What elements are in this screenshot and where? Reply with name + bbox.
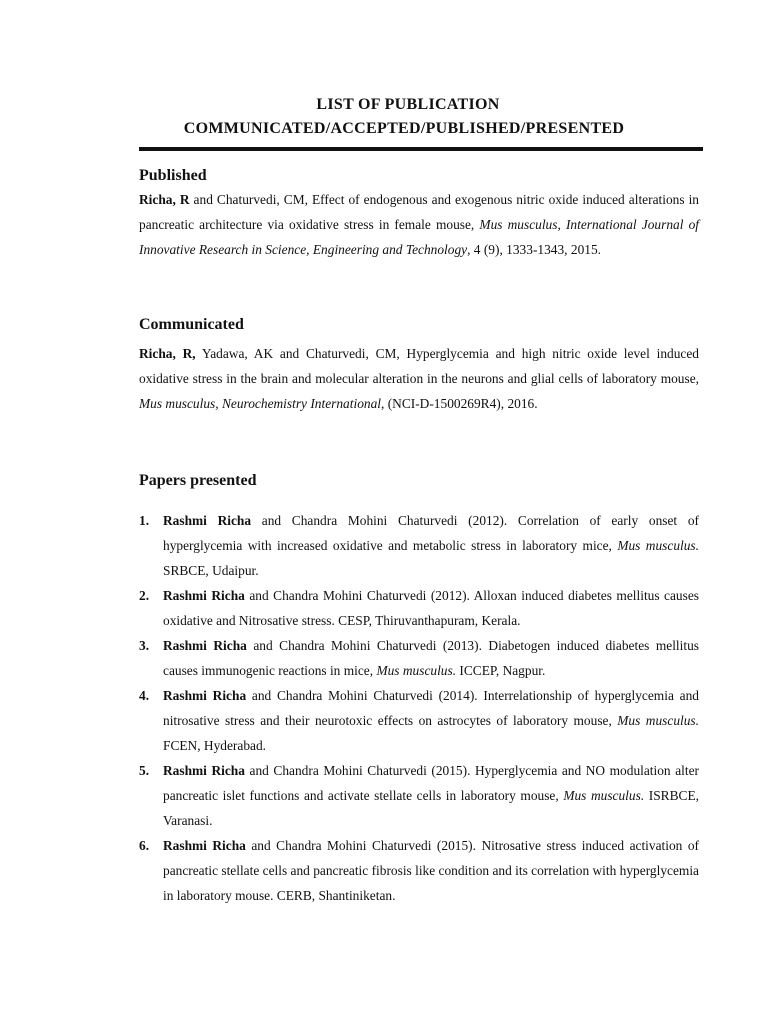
title-line-1: LIST OF PUBLICATION <box>316 96 500 113</box>
item-number: 6. <box>139 838 150 853</box>
item-number: 3. <box>139 638 150 653</box>
item-author: Rashmi Richa <box>163 638 247 653</box>
item-text: and Chandra Mohini Chaturvedi (2012). Alloxan induced diabetes mellitus causes oxidative and Nitrosative stress. CESP, Thiruvanthapuram, Kerala. <box>163 588 699 628</box>
list-item <box>139 583 699 633</box>
item-author: Rashmi Richa <box>163 588 245 603</box>
communicated-text-1: Yadawa, AK and Chaturvedi, CM, Hyperglycemia and high nitric oxide level induced oxidative stress in the brain and molecular alteration in the neurons and glial cells of laboratory mouse, <box>139 346 699 386</box>
item-text: and Chandra Mohini Chaturvedi (2015). Hyperglycemia and NO modulation alter pancreatic islet functions and activate stellate cells in laboratory mouse, <box>163 763 699 803</box>
papers-list <box>139 508 699 908</box>
item-venue: FCEN, Hyderabad. <box>163 738 267 753</box>
item-author: Rashmi Richa <box>163 838 246 853</box>
item-species: Mus musculus. <box>617 538 699 553</box>
item-author: Rashmi Richa <box>163 763 245 778</box>
item-venue: SRBCE, Udaipur. <box>163 563 259 578</box>
published-text-3: , 4 (9), 1333-1343, 2015. <box>467 241 602 257</box>
item-venue: ISRBCE, Varanasi. <box>163 788 699 828</box>
item-number: 5. <box>139 763 150 778</box>
item-species: Mus musculus. <box>617 713 699 728</box>
list-item <box>139 633 699 683</box>
communicated-entry <box>139 342 699 416</box>
papers-heading: Papers presented <box>139 472 257 489</box>
item-number: 4. <box>139 688 150 703</box>
communicated-text-2: , (NCI-D-1500269R4), 2016. <box>381 395 538 411</box>
list-item <box>139 758 699 833</box>
item-species: Mus musculus. <box>563 788 645 803</box>
published-heading: Published <box>139 167 207 184</box>
published-journal: International Journal of Innovative Research in Science, Engineering and Technology <box>139 216 699 257</box>
published-text-1: and Chaturvedi, CM, Effect of endogenous and exogenous nitric oxide induced alterations in pancreatic architecture via oxidative stress in female mouse, <box>139 192 699 232</box>
item-species: Mus musculus. <box>376 663 457 678</box>
item-number: 1. <box>139 513 150 528</box>
item-venue: ICCEP, Nagpur. <box>456 663 546 678</box>
item-number: 2. <box>139 588 150 603</box>
item-text: and Chandra Mohini Chaturvedi (2012). Correlation of early onset of hyperglycemia with increased oxidative and metabolic stress in laboratory mice, <box>163 513 699 553</box>
published-author: Richa, R <box>139 192 190 207</box>
communicated-heading: Communicated <box>139 316 244 333</box>
title-rule <box>139 147 703 151</box>
item-text: and Chandra Mohini Chaturvedi (2014). Interrelationship of hyperglycemia and nitrosative stress and their neurotoxic effects on astrocytes of laboratory mouse, <box>163 688 699 728</box>
list-item <box>139 683 699 758</box>
item-text: and Chandra Mohini Chaturvedi (2015). Nitrosative stress induced activation of pancreatic stellate cells and pancreatic fibrosis like condition and its correlation with hyperglycemia in laboratory mouse. CERB, Shantiniketan. <box>163 838 700 903</box>
published-species: Mus musculus <box>479 216 558 232</box>
title-line-2: COMMUNICATED/ACCEPTED/PUBLISHED/PRESENTED <box>183 120 625 137</box>
list-item <box>139 508 699 583</box>
item-text: and Chandra Mohini Chaturvedi (2013). Diabetogen induced diabetes mellitus causes immunogenic reactions in mice, <box>163 638 699 678</box>
communicated-species-journal: Mus musculus, Neurochemistry International <box>139 395 381 411</box>
list-item <box>139 833 699 908</box>
item-author: Rashmi Richa <box>163 513 252 528</box>
published-entry <box>139 188 699 262</box>
published-text-2: , <box>557 216 566 232</box>
item-author: Rashmi Richa <box>163 688 247 703</box>
communicated-author: Richa, R, <box>139 346 196 361</box>
